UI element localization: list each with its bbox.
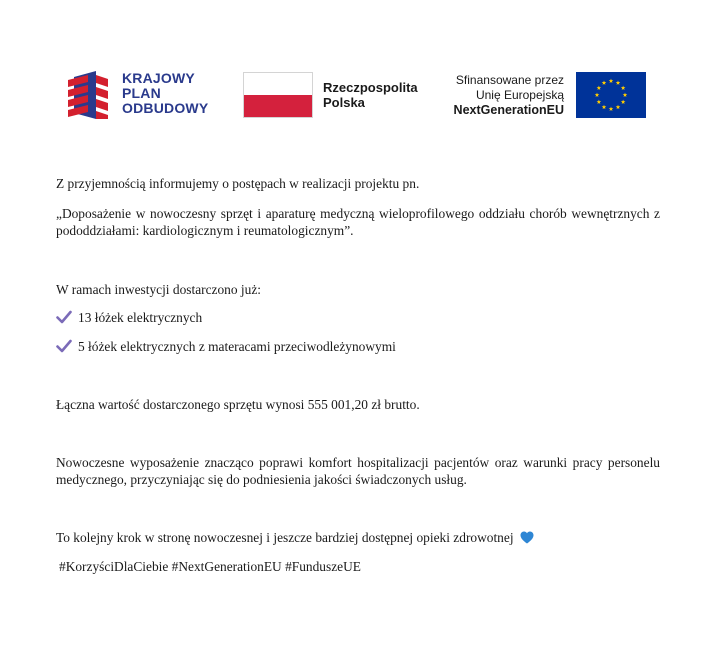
list-item: [56, 338, 396, 356]
closing-text: [56, 529, 660, 546]
closing-text-content: To kolejny krok w stronę nowoczesnej i jeszcze bardziej dostępnej opieki zdrowotnej: [56, 530, 514, 545]
rp-line-2: Polska: [323, 95, 365, 110]
list-item-text: 5 łóżek elektrycznych z materacami przeciwodleżynowymi: [78, 339, 396, 354]
list-item: [56, 309, 202, 327]
rp-logo: [243, 72, 433, 118]
kpo-line-1: KRAJOWY: [122, 70, 195, 86]
kpo-line-3: ODBUDOWY: [122, 100, 209, 116]
project-title: „Doposażenie w nowoczesny sprzęt i aparaturę medyczną wieloprofilowego oddziału chorób wewnętrznych z pododdziałami: kardiologicznym i reumatologicznym”.: [56, 206, 660, 238]
eu-logo: [444, 72, 646, 118]
delivered-intro: W ramach inwestycji dostarczono już:: [56, 282, 262, 297]
header-logos: [0, 0, 704, 140]
kpo-line-2: PLAN: [122, 85, 161, 101]
list-item-text: 13 łóżek elektrycznych: [78, 310, 203, 325]
check-icon: [56, 339, 72, 353]
benefit-text: Nowoczesne wyposażenie znacząco poprawi komfort hospitalizacji pacjentów oraz warunki pracy personelu medycznego, przyczyniając się do podniesienia jakości świadczonych usług.: [56, 455, 660, 487]
poland-flag-icon: [243, 72, 313, 118]
rp-logo-text: [323, 80, 418, 110]
kpo-logo-text: [122, 71, 208, 116]
intro-text: Z przyjemnością informujemy o postępach w realizacji projektu pn.: [56, 176, 420, 191]
eu-line-3: NextGenerationEU: [453, 103, 564, 117]
blue-heart-icon: [520, 531, 534, 544]
eu-line-1: Sfinansowane przez: [455, 73, 564, 87]
eu-logo-text: [454, 73, 564, 118]
check-icon: [56, 310, 72, 324]
kpo-logo-icon: [68, 71, 110, 119]
hashtags: #KorzyściDlaCiebie #NextGenerationEU #FunduszeUE: [59, 559, 361, 574]
kpo-logo: [68, 71, 228, 119]
rp-line-1: Rzeczpospolita: [323, 80, 418, 95]
total-value-text: Łączna wartość dostarczonego sprzętu wynosi 555 001,20 zł brutto.: [56, 397, 420, 412]
eu-line-2: Unię Europejską: [475, 88, 564, 102]
eu-flag-icon: [576, 72, 646, 118]
